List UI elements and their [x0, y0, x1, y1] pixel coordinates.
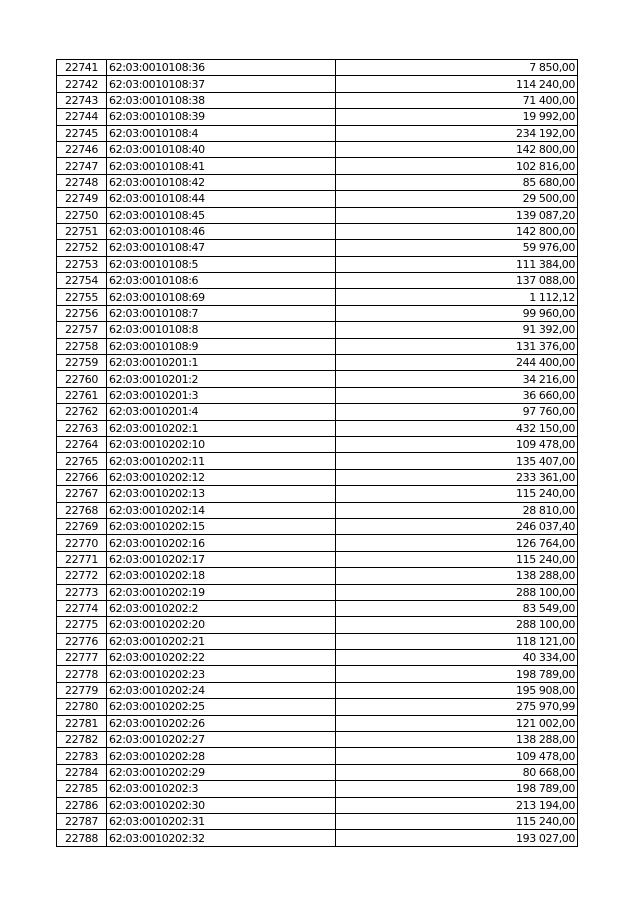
row-number-cell: 22788: [57, 830, 107, 846]
table-row: [57, 240, 578, 256]
row-number-cell: 22770: [57, 535, 107, 551]
row-number-cell: 22769: [57, 518, 107, 534]
row-number-cell: 22786: [57, 797, 107, 813]
cadastral-value-cell: 85 680,00: [336, 174, 578, 190]
cadastral-number-cell: 62:03:0010202:25: [107, 699, 336, 715]
cadastral-value-cell: 234 192,00: [336, 125, 578, 141]
row-number-cell: 22757: [57, 322, 107, 338]
table-row: [57, 518, 578, 534]
table-row: [57, 289, 578, 305]
cadastral-number-cell: 62:03:0010201:1: [107, 355, 336, 371]
row-number-cell: 22751: [57, 223, 107, 239]
cadastral-value-cell: 137 088,00: [336, 273, 578, 289]
cadastral-value-cell: 121 002,00: [336, 715, 578, 731]
cadastral-number-cell: 62:03:0010202:28: [107, 748, 336, 764]
table-row: [57, 748, 578, 764]
row-number-cell: 22755: [57, 289, 107, 305]
cadastral-number-cell: 62:03:0010202:32: [107, 830, 336, 846]
table-row: [57, 666, 578, 682]
cadastral-value-cell: 135 407,00: [336, 453, 578, 469]
cadastral-number-cell: 62:03:0010108:36: [107, 60, 336, 76]
cadastral-number-cell: 62:03:0010202:18: [107, 568, 336, 584]
cadastral-number-cell: 62:03:0010202:19: [107, 584, 336, 600]
table-row: [57, 305, 578, 321]
table-row: [57, 207, 578, 223]
cadastral-number-cell: 62:03:0010108:47: [107, 240, 336, 256]
table-row: [57, 469, 578, 485]
cadastral-value-table: [56, 59, 578, 847]
cadastral-number-cell: 62:03:0010202:3: [107, 781, 336, 797]
cadastral-value-cell: 102 816,00: [336, 158, 578, 174]
row-number-cell: 22771: [57, 551, 107, 567]
cadastral-value-cell: 29 500,00: [336, 191, 578, 207]
cadastral-number-cell: 62:03:0010108:9: [107, 338, 336, 354]
table-row: [57, 600, 578, 616]
table-row: [57, 551, 578, 567]
cadastral-value-cell: 28 810,00: [336, 502, 578, 518]
row-number-cell: 22763: [57, 420, 107, 436]
cadastral-number-cell: 62:03:0010108:40: [107, 141, 336, 157]
cadastral-number-cell: 62:03:0010202:13: [107, 486, 336, 502]
cadastral-value-cell: 99 960,00: [336, 305, 578, 321]
cadastral-number-cell: 62:03:0010202:20: [107, 617, 336, 633]
table-row: [57, 535, 578, 551]
cadastral-value-cell: 7 850,00: [336, 60, 578, 76]
table-row: [57, 322, 578, 338]
cadastral-value-cell: 138 288,00: [336, 732, 578, 748]
table-row: [57, 764, 578, 780]
row-number-cell: 22743: [57, 92, 107, 108]
row-number-cell: 22784: [57, 764, 107, 780]
cadastral-value-cell: 115 240,00: [336, 813, 578, 829]
cadastral-number-cell: 62:03:0010108:39: [107, 109, 336, 125]
table-row: [57, 158, 578, 174]
table-row: [57, 191, 578, 207]
table-row: [57, 109, 578, 125]
row-number-cell: 22749: [57, 191, 107, 207]
table-row: [57, 420, 578, 436]
cadastral-number-cell: 62:03:0010202:14: [107, 502, 336, 518]
row-number-cell: 22787: [57, 813, 107, 829]
table-row: [57, 404, 578, 420]
table-row: [57, 682, 578, 698]
row-number-cell: 22783: [57, 748, 107, 764]
row-number-cell: 22760: [57, 371, 107, 387]
cadastral-value-cell: 59 976,00: [336, 240, 578, 256]
cadastral-number-cell: 62:03:0010202:30: [107, 797, 336, 813]
cadastral-value-cell: 80 668,00: [336, 764, 578, 780]
cadastral-value-cell: 195 908,00: [336, 682, 578, 698]
cadastral-value-cell: 198 789,00: [336, 666, 578, 682]
cadastral-number-cell: 62:03:0010108:44: [107, 191, 336, 207]
row-number-cell: 22742: [57, 76, 107, 92]
row-number-cell: 22744: [57, 109, 107, 125]
cadastral-number-cell: 62:03:0010202:11: [107, 453, 336, 469]
row-number-cell: 22768: [57, 502, 107, 518]
table-row: [57, 715, 578, 731]
cadastral-value-cell: 115 240,00: [336, 551, 578, 567]
cadastral-value-cell: 275 970,99: [336, 699, 578, 715]
cadastral-value-cell: 71 400,00: [336, 92, 578, 108]
table-row: [57, 125, 578, 141]
cadastral-value-cell: 233 361,00: [336, 469, 578, 485]
cadastral-value-cell: 36 660,00: [336, 387, 578, 403]
row-number-cell: 22780: [57, 699, 107, 715]
cadastral-number-cell: 62:03:0010202:21: [107, 633, 336, 649]
cadastral-value-cell: 109 478,00: [336, 436, 578, 452]
table-row: [57, 797, 578, 813]
row-number-cell: 22761: [57, 387, 107, 403]
cadastral-number-cell: 62:03:0010202:26: [107, 715, 336, 731]
row-number-cell: 22764: [57, 436, 107, 452]
cadastral-number-cell: 62:03:0010108:5: [107, 256, 336, 272]
table-row: [57, 223, 578, 239]
cadastral-number-cell: 62:03:0010108:37: [107, 76, 336, 92]
row-number-cell: 22766: [57, 469, 107, 485]
cadastral-value-cell: 111 384,00: [336, 256, 578, 272]
cadastral-value-cell: 91 392,00: [336, 322, 578, 338]
row-number-cell: 22741: [57, 60, 107, 76]
row-number-cell: 22765: [57, 453, 107, 469]
cadastral-number-cell: 62:03:0010202:23: [107, 666, 336, 682]
cadastral-number-cell: 62:03:0010202:24: [107, 682, 336, 698]
cadastral-value-cell: 139 087,20: [336, 207, 578, 223]
cadastral-value-cell: 19 992,00: [336, 109, 578, 125]
cadastral-number-cell: 62:03:0010202:29: [107, 764, 336, 780]
row-number-cell: 22752: [57, 240, 107, 256]
table-row: [57, 92, 578, 108]
cadastral-number-cell: 62:03:0010108:46: [107, 223, 336, 239]
table-row: [57, 338, 578, 354]
cadastral-value-cell: 115 240,00: [336, 486, 578, 502]
table-row: [57, 617, 578, 633]
row-number-cell: 22775: [57, 617, 107, 633]
cadastral-value-cell: 131 376,00: [336, 338, 578, 354]
cadastral-value-cell: 114 240,00: [336, 76, 578, 92]
cadastral-number-cell: 62:03:0010202:1: [107, 420, 336, 436]
cadastral-number-cell: 62:03:0010202:16: [107, 535, 336, 551]
cadastral-number-cell: 62:03:0010108:6: [107, 273, 336, 289]
cadastral-number-cell: 62:03:0010201:2: [107, 371, 336, 387]
table-body: [57, 60, 578, 847]
table-row: [57, 732, 578, 748]
row-number-cell: 22773: [57, 584, 107, 600]
row-number-cell: 22781: [57, 715, 107, 731]
row-number-cell: 22776: [57, 633, 107, 649]
cadastral-number-cell: 62:03:0010202:27: [107, 732, 336, 748]
cadastral-number-cell: 62:03:0010202:31: [107, 813, 336, 829]
cadastral-value-cell: 288 100,00: [336, 584, 578, 600]
row-number-cell: 22759: [57, 355, 107, 371]
table-row: [57, 387, 578, 403]
cadastral-number-cell: 62:03:0010108:69: [107, 289, 336, 305]
table-row: [57, 355, 578, 371]
cadastral-value-cell: 34 216,00: [336, 371, 578, 387]
cadastral-number-cell: 62:03:0010201:3: [107, 387, 336, 403]
cadastral-value-cell: 109 478,00: [336, 748, 578, 764]
row-number-cell: 22785: [57, 781, 107, 797]
cadastral-number-cell: 62:03:0010202:10: [107, 436, 336, 452]
row-number-cell: 22772: [57, 568, 107, 584]
table-row: [57, 781, 578, 797]
row-number-cell: 22745: [57, 125, 107, 141]
cadastral-value-cell: 1 112,12: [336, 289, 578, 305]
cadastral-value-cell: 193 027,00: [336, 830, 578, 846]
table-row: [57, 273, 578, 289]
cadastral-value-cell: 246 037,40: [336, 518, 578, 534]
row-number-cell: 22747: [57, 158, 107, 174]
row-number-cell: 22777: [57, 650, 107, 666]
cadastral-value-cell: 198 789,00: [336, 781, 578, 797]
table-row: [57, 633, 578, 649]
table-row: [57, 830, 578, 846]
cadastral-value-cell: 40 334,00: [336, 650, 578, 666]
cadastral-number-cell: 62:03:0010108:4: [107, 125, 336, 141]
cadastral-value-cell: 126 764,00: [336, 535, 578, 551]
cadastral-value-cell: 118 121,00: [336, 633, 578, 649]
row-number-cell: 22746: [57, 141, 107, 157]
cadastral-number-cell: 62:03:0010202:2: [107, 600, 336, 616]
cadastral-number-cell: 62:03:0010108:42: [107, 174, 336, 190]
table-row: [57, 371, 578, 387]
row-number-cell: 22754: [57, 273, 107, 289]
cadastral-value-cell: 138 288,00: [336, 568, 578, 584]
cadastral-number-cell: 62:03:0010202:15: [107, 518, 336, 534]
table-row: [57, 76, 578, 92]
row-number-cell: 22748: [57, 174, 107, 190]
cadastral-value-cell: 142 800,00: [336, 141, 578, 157]
row-number-cell: 22753: [57, 256, 107, 272]
row-number-cell: 22758: [57, 338, 107, 354]
row-number-cell: 22782: [57, 732, 107, 748]
table-row: [57, 256, 578, 272]
table-row: [57, 813, 578, 829]
table-row: [57, 141, 578, 157]
table-row: [57, 436, 578, 452]
table-row: [57, 699, 578, 715]
table-row: [57, 486, 578, 502]
cadastral-number-cell: 62:03:0010108:38: [107, 92, 336, 108]
table-row: [57, 502, 578, 518]
cadastral-value-cell: 83 549,00: [336, 600, 578, 616]
cadastral-value-cell: 288 100,00: [336, 617, 578, 633]
cadastral-number-cell: 62:03:0010201:4: [107, 404, 336, 420]
cadastral-number-cell: 62:03:0010202:12: [107, 469, 336, 485]
row-number-cell: 22774: [57, 600, 107, 616]
row-number-cell: 22750: [57, 207, 107, 223]
cadastral-value-cell: 97 760,00: [336, 404, 578, 420]
table-row: [57, 60, 578, 76]
table-row: [57, 453, 578, 469]
row-number-cell: 22778: [57, 666, 107, 682]
cadastral-number-cell: 62:03:0010108:7: [107, 305, 336, 321]
cadastral-value-cell: 142 800,00: [336, 223, 578, 239]
cadastral-value-cell: 244 400,00: [336, 355, 578, 371]
row-number-cell: 22779: [57, 682, 107, 698]
table-row: [57, 174, 578, 190]
row-number-cell: 22762: [57, 404, 107, 420]
cadastral-number-cell: 62:03:0010202:17: [107, 551, 336, 567]
row-number-cell: 22767: [57, 486, 107, 502]
cadastral-value-cell: 213 194,00: [336, 797, 578, 813]
table-row: [57, 584, 578, 600]
cadastral-value-cell: 432 150,00: [336, 420, 578, 436]
table-row: [57, 568, 578, 584]
cadastral-number-cell: 62:03:0010108:8: [107, 322, 336, 338]
row-number-cell: 22756: [57, 305, 107, 321]
cadastral-number-cell: 62:03:0010202:22: [107, 650, 336, 666]
cadastral-number-cell: 62:03:0010108:45: [107, 207, 336, 223]
cadastral-number-cell: 62:03:0010108:41: [107, 158, 336, 174]
table-row: [57, 650, 578, 666]
